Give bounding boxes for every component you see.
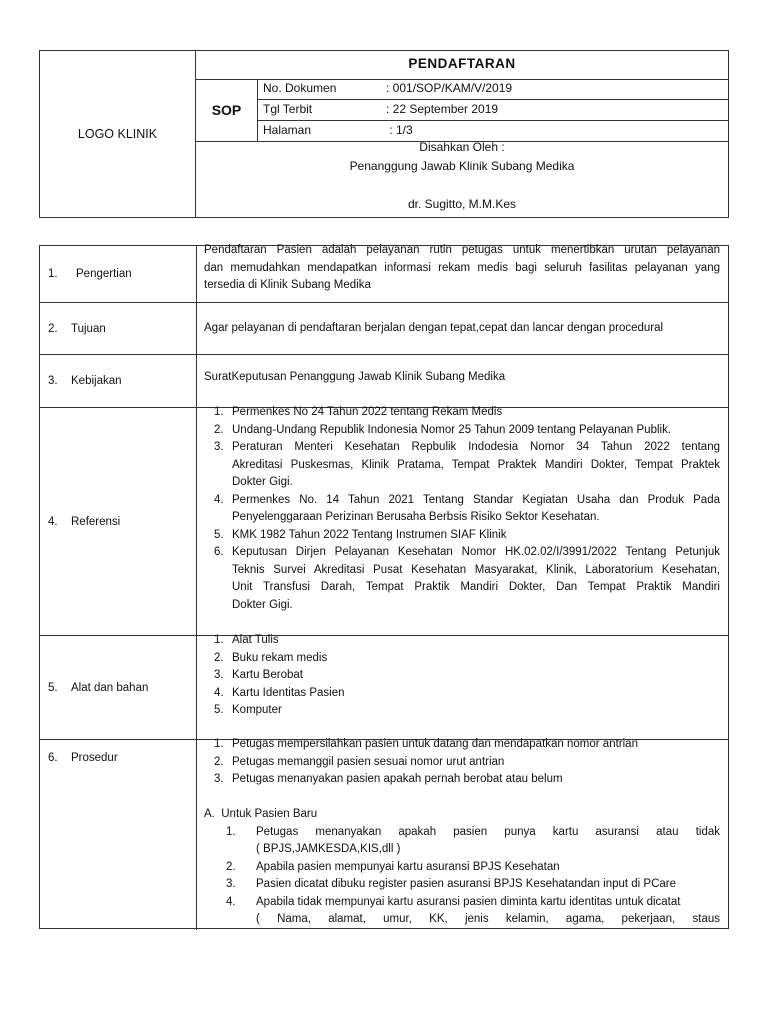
sub-list-item [204, 824, 720, 859]
text-line: ( Nama, alamat, umur, KK, jenis kelamin, agama, pekerjaan, staus [256, 913, 720, 925]
section-number: 1. [48, 268, 58, 280]
text-line: KMK 1982 Tahun 2022 Tentang Instrumen SIAF Klinik [232, 528, 507, 541]
sop-body-table [39, 245, 729, 929]
meta-key: Halaman [263, 123, 312, 137]
list-item [204, 650, 720, 668]
text-line: ( BPJS,JAMKESDA,KIS,dll ) [256, 843, 401, 855]
section-tujuan [40, 303, 728, 355]
section-content [204, 320, 720, 338]
text-line: Pasien dicatat dibuku register pasien asuransi BPJS Kesehatandan input di PCare [256, 878, 677, 890]
list-item [204, 667, 720, 685]
section-label: Referensi [71, 515, 121, 528]
list-item [204, 492, 720, 527]
section-label: Alat dan bahan [71, 681, 149, 694]
list-number: 1. [226, 825, 236, 838]
text-line: Undang-Undang Republik Indonesia Nomor 25 Tahun 2009 tentang Pelayanan Publik. [232, 423, 672, 436]
sub-list-item [204, 876, 720, 894]
list-number: 4. [214, 686, 224, 699]
section-number: 3. [48, 375, 58, 387]
text-line: Alat Tulis [232, 634, 279, 646]
section-label-cell [40, 355, 197, 407]
section-content [204, 632, 720, 720]
list-number: 2. [214, 651, 224, 664]
text-line: Keputusan Dirjen Pelayanan Kesehatan Nomor HK.02.02/I/3991/2022 Tentang Petunjuk [232, 546, 720, 558]
list-number: 5. [214, 528, 224, 541]
section-label: Tujuan [71, 322, 106, 335]
text-line: Petugas mempersilahkan pasien untuk datang dan mendapatkan nomor antrian [232, 738, 638, 750]
list-item [204, 527, 720, 545]
sop-label: SOP [196, 79, 258, 142]
list-number: 1. [214, 738, 224, 750]
text-line: Pendaftaran Pasien adalah pelayanan rutin petugas untuk menertibkan urutan pelayanan [204, 244, 720, 256]
meta-value: : 22 September 2019 [386, 102, 499, 116]
text-line: Agar pelayanan di pendaftaran berjalan dengan tepat,cepat dan lancar dengan procedural [204, 322, 664, 334]
section-label-cell [40, 246, 197, 302]
section-number: 2. [48, 322, 58, 335]
text-line: Apabila tidak mempunyai kartu asuransi pasien diminta kartu identitas untuk dicatat [256, 895, 681, 908]
approver-title: Penanggung Jawab Klinik Subang Medika [349, 159, 575, 173]
clinic-logo-placeholder: LOGO KLINIK [40, 51, 196, 217]
list-number: 6. [214, 546, 224, 558]
list-item [204, 771, 720, 789]
meta-value: : 1/3 [386, 123, 413, 137]
list-number: 2. [214, 755, 224, 768]
text-line: Akreditasi Puskesmas, Klinik Pratama, Tempat Praktek Mandiri Dokter, Tempat Praktek [232, 458, 720, 471]
text-line: Permenkes No 24 Tahun 2022 tentang Rekam Medis [232, 406, 503, 418]
list-item [204, 736, 720, 754]
document-title: PENDAFTARAN [196, 51, 728, 80]
section-kebijakan [40, 355, 728, 408]
list-number: 2. [226, 860, 236, 873]
list-number: 5. [214, 704, 224, 716]
section-content [204, 736, 720, 929]
list-number: 3. [226, 878, 236, 890]
meta-row-page [258, 121, 728, 142]
section-number: 5. [48, 681, 58, 694]
text-line: Dokter Gigi. [232, 476, 293, 488]
list-item [204, 544, 720, 614]
list-number: 3. [214, 773, 224, 785]
list-number: 4. [214, 493, 224, 506]
list-item [204, 754, 720, 772]
text-line: SuratKeputusan Penanggung Jawab Klinik Subang Medika [204, 371, 506, 383]
text-line: Dokter Gigi. [232, 598, 293, 611]
section-label-cell [40, 303, 197, 354]
section-number: 6. [48, 752, 58, 764]
section-label-cell [40, 636, 197, 739]
list-item [204, 702, 720, 720]
text-line: Petugas menanyakan apakah pasien punya kartu asuransi atau tidak [256, 825, 720, 838]
text-line: Teknis Survei Akreditasi Pusat Kesehatan Masyarakat, Klinik, Laboratorium Kesehatan, [232, 563, 720, 576]
section-referensi [40, 408, 728, 636]
text-line: Petugas menanyakan pasien apakah pernah berobat atau belum [232, 773, 563, 785]
section-content [204, 404, 720, 614]
meta-row-doc-number [258, 79, 728, 100]
meta-key: No. Dokumen [263, 81, 337, 95]
section-prosedur [40, 740, 728, 930]
text-line: Petugas memanggil pasien sesuai nomor urut antrian [232, 755, 505, 768]
meta-value: : 001/SOP/KAM/V/2019 [386, 81, 513, 95]
meta-row-issue-date [258, 100, 728, 121]
section-content [204, 369, 720, 387]
section-label: Prosedur [71, 752, 118, 764]
list-number: 3. [214, 441, 224, 453]
meta-key: Tgl Terbit [263, 102, 313, 116]
text-line: Peraturan Menteri Kesehatan Repbulik Indodesia Nomor 34 Tahun 2022 tentang [232, 441, 720, 453]
section-label-cell [40, 408, 197, 635]
list-number: 1. [214, 634, 224, 646]
text-line: Permenkes No. 14 Tahun 2021 Tentang Standar Kegiatan Usaha dan Produk Pada [232, 493, 720, 506]
sub-heading: A. Untuk Pasien Baru [204, 808, 318, 820]
section-label: Pengertian [76, 268, 132, 280]
list-item [204, 632, 720, 650]
text-line: Apabila pasien mempunyai kartu asuransi BPJS Kesehatan [256, 860, 560, 873]
list-number: 2. [214, 423, 224, 436]
section-pengertian [40, 246, 728, 303]
approved-by-label: Disahkan Oleh : [419, 140, 505, 154]
text-line: tersedia di Klinik Subang Medika [204, 279, 371, 291]
text-line: Kartu Berobat [232, 669, 303, 681]
list-item [204, 439, 720, 492]
sub-list-item [204, 859, 720, 877]
section-label: Kebijakan [71, 375, 122, 387]
text-line: Kartu Identitas Pasien [232, 686, 345, 699]
list-number: 3. [214, 669, 224, 681]
section-alat-dan-bahan [40, 636, 728, 740]
section-content [204, 242, 720, 295]
section-label-cell [40, 740, 197, 930]
list-item [204, 404, 720, 422]
text-line: Komputer [232, 704, 282, 716]
approval-block [196, 142, 728, 217]
text-line: Buku rekam medis [232, 651, 328, 664]
text-line: dan memudahkan mendapatkan informasi rekam medis bagi seluruh fasilitas pelayanan yang [204, 261, 720, 274]
list-item [204, 422, 720, 440]
text-line: Penyelenggaraan Perizinan Berusaha Berbsis Risiko Sektor Kesehatan. [232, 511, 600, 523]
list-item [204, 685, 720, 703]
sub-list-item [204, 894, 720, 929]
list-number: 1. [214, 406, 224, 418]
sop-header-table [39, 50, 729, 218]
list-number: 4. [226, 895, 236, 908]
approver-name: dr. Sugitto, M.M.Kes [407, 197, 517, 211]
section-number: 4. [48, 515, 58, 528]
text-line: Unit Transfusi Darah, Tempat Praktik Mandiri Dokter, Dan Tempat Praktik Mandiri [232, 581, 720, 593]
